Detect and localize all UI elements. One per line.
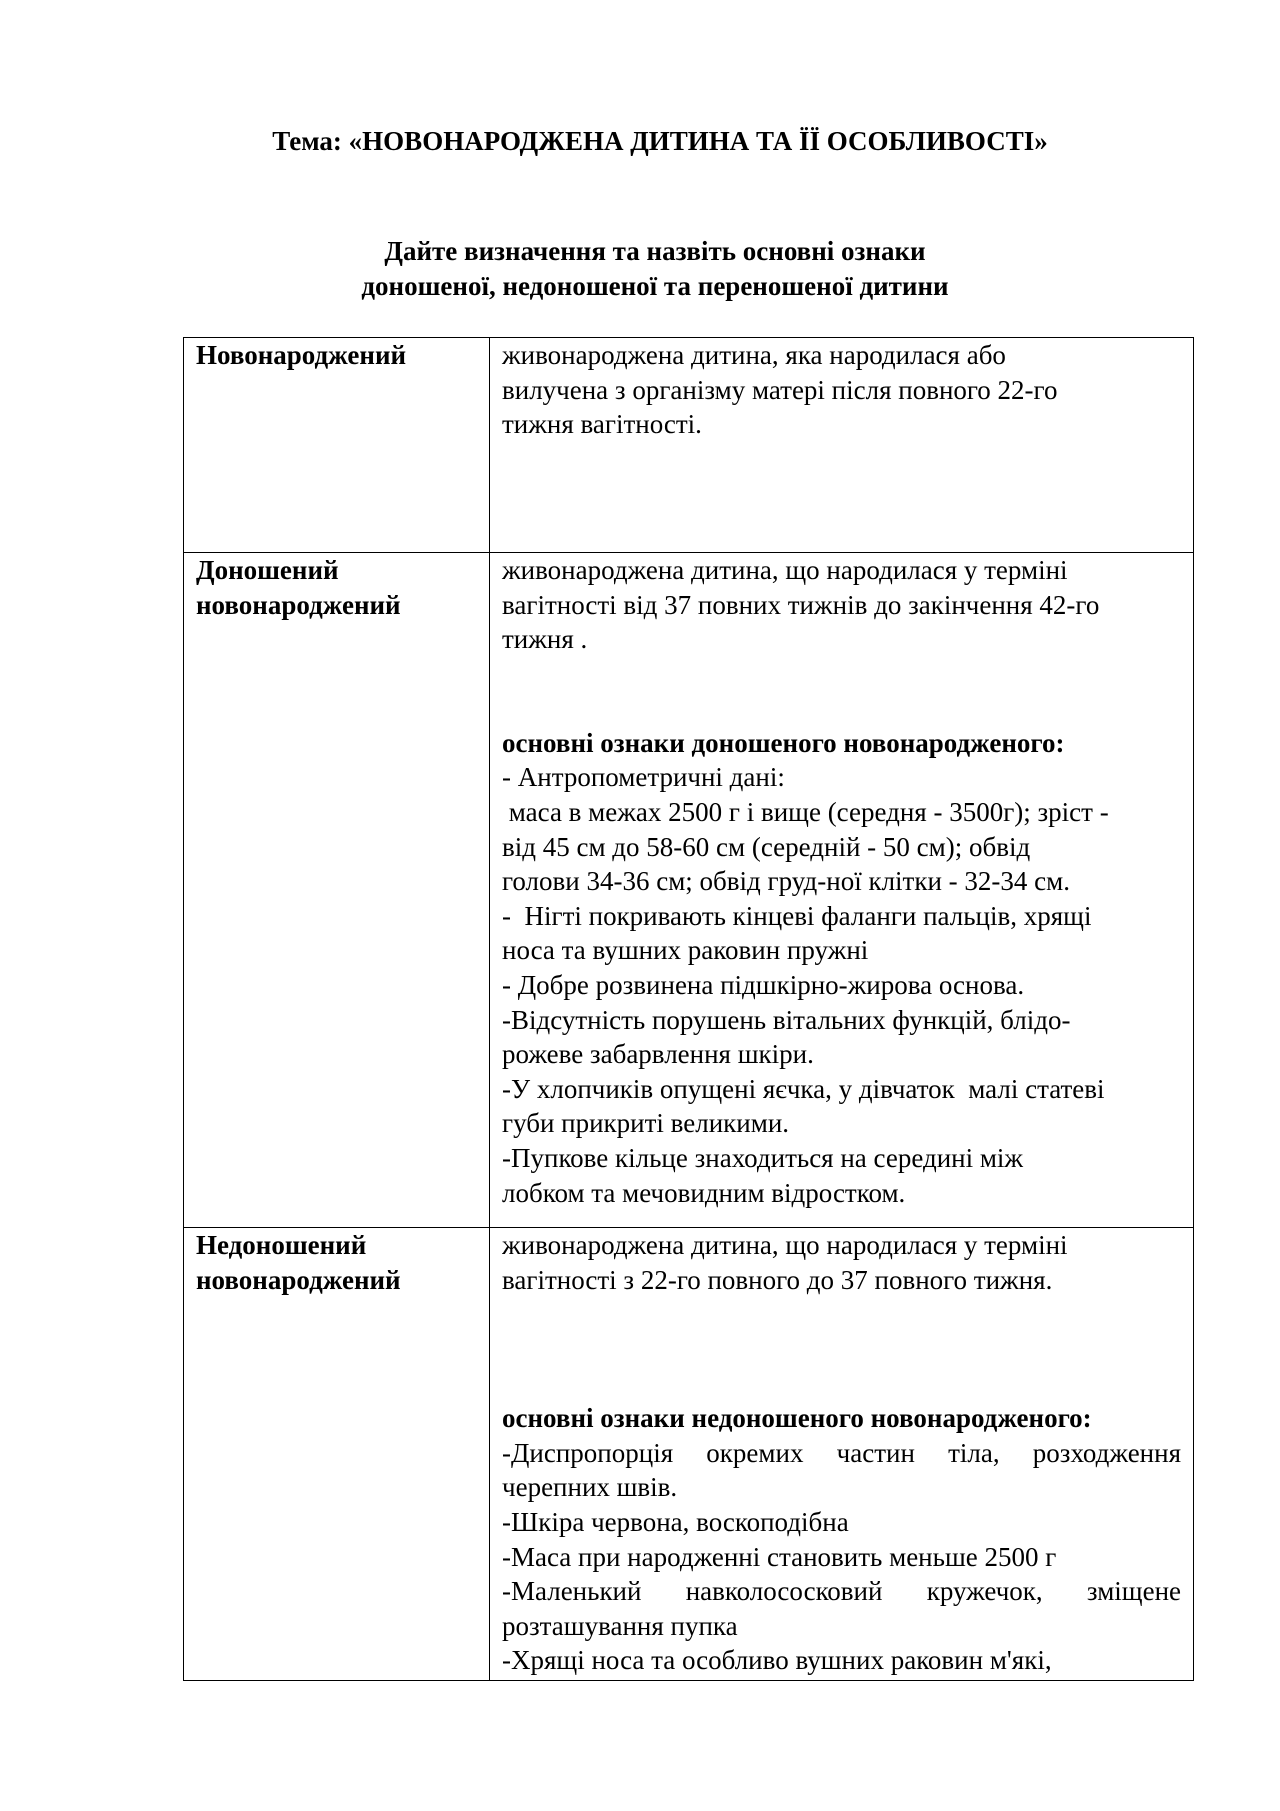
sign-line: -У хлопчиків опущені яєчка, у дівчаток малі статеві xyxy=(502,1073,1105,1104)
sign-line: маса в межах 2500 г і вище (середня - 3500г); зріст - xyxy=(502,796,1109,827)
sign-line: лобком та мечовидним відростком. xyxy=(502,1177,906,1208)
spacer xyxy=(502,1297,1181,1401)
page-title: Тема: «НОВОНАРОДЖЕНА ДИТИНА ТА ЇЇ ОСОБЛИВОСТІ» xyxy=(272,126,1048,156)
term-cell xyxy=(184,338,490,553)
term-text: Недоношений xyxy=(196,1230,367,1260)
sign-line: -Маленький навколососковий кружечок, зміщене xyxy=(502,1576,1181,1607)
sign-line: носа та вушних раковин пружні xyxy=(502,935,869,966)
sign-line: - Антропометричні дані: xyxy=(502,762,785,793)
sign-line: голови 34-36 см; обвід груд-ної клітки - 32-34 см. xyxy=(502,866,1070,897)
sign-line: від 45 см до 58-60 см (середній - 50 см); обвід xyxy=(502,831,1031,862)
sign-line: - Нігті покривають кінцеві фаланги пальців, хрящі xyxy=(502,900,1092,931)
definition-line: вагітності з 22-го повного до 37 повного тижня. xyxy=(502,1264,1053,1295)
definition-line: тижня . xyxy=(502,624,588,655)
definition-line: вилучена з організму матері після повного 22-го xyxy=(502,374,1058,405)
sign-line: черепних швів. xyxy=(502,1472,678,1503)
definitions-table xyxy=(183,337,1194,1681)
task-heading-line-1: Дайте визначення та назвіть основні ознаки xyxy=(384,236,926,266)
sign-line: губи прикриті великими. xyxy=(502,1108,790,1139)
table-row-full-term xyxy=(184,553,1194,1228)
definition-cell xyxy=(490,1228,1194,1681)
definition-line: живонароджена дитина, яка народилася або xyxy=(502,340,1006,370)
cell-content xyxy=(502,1228,1181,1680)
sign-line: -Пупкове кільце знаходиться на середині між xyxy=(502,1142,1024,1173)
signs-heading: основні ознаки доношеного новонародженого: xyxy=(502,727,1065,758)
sign-line: - Добре розвинена підшкірно-жирова основа. xyxy=(502,969,1025,1000)
term-cell xyxy=(184,1228,490,1681)
term-text: новонароджений xyxy=(196,1264,401,1295)
definition-cell xyxy=(490,553,1194,1228)
sign-line: -Маса при народженні становить меньше 2500 г xyxy=(502,1541,1057,1572)
definition-line: тижня вагітності. xyxy=(502,409,702,440)
sign-line: -Хрящі носа та особливо вушних раковин м'які, xyxy=(502,1645,1052,1676)
term-text: Новонароджений xyxy=(196,340,407,370)
term-text: новонароджений xyxy=(196,589,401,620)
task-heading xyxy=(0,234,1280,304)
sign-line: -Шкіра червона, воскоподібна xyxy=(502,1506,849,1537)
definition-line: живонароджена дитина, що народилася у терміні xyxy=(502,555,1068,585)
term-cell xyxy=(184,553,490,1228)
definition-cell xyxy=(490,338,1194,553)
signs-heading: основні ознаки недоношеного новонародженого: xyxy=(502,1403,1092,1434)
sign-line: рожеве забарвлення шкіри. xyxy=(502,1039,814,1070)
sign-line: розташування пупка xyxy=(502,1610,738,1641)
spacer xyxy=(502,657,1181,726)
table-row-newborn xyxy=(184,338,1194,553)
table-row-preterm xyxy=(184,1228,1194,1681)
sign-line: -Відсутність порушень вітальних функцій, блідо- xyxy=(502,1004,1071,1035)
definition-line: живонароджена дитина, що народилася у терміні xyxy=(502,1230,1068,1260)
sign-line: -Диспропорція окремих частин тіла, розходження xyxy=(502,1437,1181,1468)
term-text: Доношений xyxy=(196,555,339,585)
task-heading-line-2: доношеної, недоношеної та переношеної дитини xyxy=(361,271,949,301)
definition-line: вагітності від 37 повних тижнів до закінчення 42-го xyxy=(502,589,1100,620)
